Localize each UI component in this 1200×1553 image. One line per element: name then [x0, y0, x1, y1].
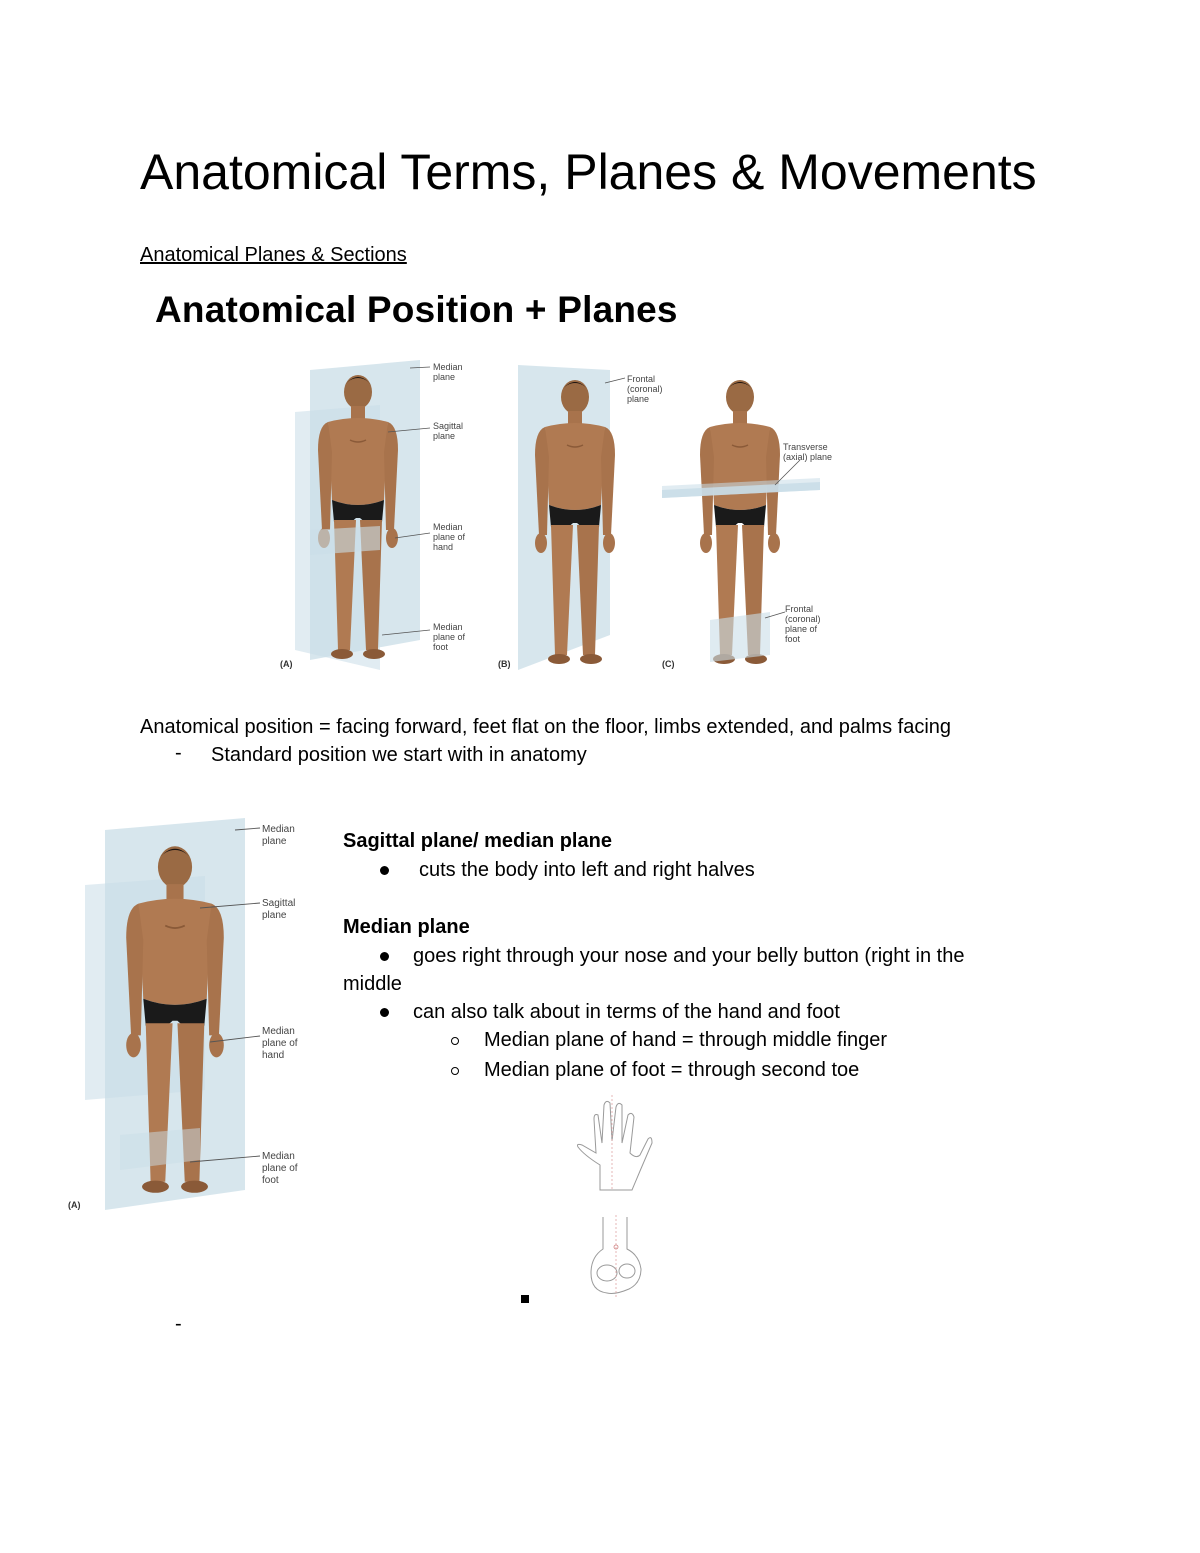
- dash-marker: -: [175, 742, 182, 764]
- sagittal-figure: [60, 810, 320, 1210]
- panel-c-label-2c: plane of: [785, 624, 818, 634]
- panel-c-label-1b: (axial) plane: [783, 452, 833, 462]
- panel-a-label-1b: plane: [433, 372, 456, 382]
- left-label-2b: plane: [262, 910, 287, 921]
- panel-a-label-2b: plane: [433, 431, 456, 441]
- panel-a-label-3b: plane of: [433, 532, 466, 542]
- foot-sketch-icon: [585, 1215, 647, 1300]
- left-label-3b: plane of: [262, 1038, 298, 1049]
- panel-b-tag: (B): [498, 659, 511, 669]
- standard-position-text: Standard position we start with in anatomy: [211, 744, 587, 766]
- left-label-4c: foot: [262, 1175, 279, 1186]
- panel-c: [662, 380, 832, 669]
- figure-title: Anatomical Position + Planes: [155, 289, 678, 330]
- sagittal-bullet: cuts the body into left and right halves: [419, 859, 755, 881]
- left-label-2a: Sagittal: [262, 898, 296, 909]
- left-figure-tag: (A): [68, 1200, 81, 1210]
- left-label-4b: plane of: [262, 1163, 298, 1174]
- panel-c-label-2b: (coronal): [785, 614, 821, 624]
- bullet-dot: [380, 866, 389, 875]
- section-heading: Anatomical Planes & Sections: [140, 244, 407, 266]
- left-label-1b: plane: [262, 836, 287, 847]
- left-label-1a: Median: [262, 824, 295, 835]
- panel-a-label-3c: hand: [433, 542, 454, 552]
- panel-c-tag: (C): [662, 659, 675, 669]
- panel-a-label-4b: plane of: [433, 632, 466, 642]
- panel-a-label-4c: foot: [433, 642, 449, 652]
- bullet-dot: [380, 1008, 389, 1017]
- planes-figure: [270, 350, 850, 680]
- sub-bullet-2: Median plane of foot = through second toe: [484, 1059, 860, 1081]
- median-bullet-1-line2: middle: [343, 973, 402, 995]
- left-label-4a: Median: [262, 1151, 295, 1162]
- median-bullet-2: can also talk about in terms of the hand and foot: [413, 1001, 840, 1023]
- panel-a-tag: (A): [280, 659, 293, 669]
- anatomical-position-text: Anatomical position = facing forward, feet flat on the floor, limbs extended, and palms facing: [140, 716, 952, 738]
- panel-b-label-1: Frontal: [627, 374, 656, 384]
- sub-bullet-1: Median plane of hand = through middle finger: [484, 1029, 888, 1051]
- panel-b-label-2: (coronal): [627, 384, 663, 394]
- panel-c-label-1a: Transverse: [783, 442, 828, 452]
- page-title: Anatomical Terms, Planes & Movements: [140, 144, 1037, 200]
- sagittal-heading: Sagittal plane/ median plane: [343, 830, 612, 852]
- panel-b: [498, 365, 663, 670]
- left-label-3a: Median: [262, 1026, 295, 1037]
- median-heading: Median plane: [343, 916, 470, 938]
- hand-sketch-icon: [570, 1095, 655, 1193]
- bullet-dot: [380, 952, 389, 961]
- panel-a-label-4a: Median: [433, 622, 463, 632]
- bullet-circle: [451, 1037, 459, 1045]
- bullet-square: [521, 1295, 529, 1303]
- panel-a-label-2a: Sagittal: [433, 421, 464, 431]
- panel-a-label-1a: Median: [433, 362, 463, 372]
- panel-a-label-3a: Median: [433, 522, 463, 532]
- left-label-3c: hand: [262, 1050, 285, 1061]
- trailing-dash: -: [175, 1313, 182, 1335]
- median-bullet-1-line1: goes right through your nose and your belly button (right in the: [413, 945, 965, 967]
- bullet-circle: [451, 1067, 459, 1075]
- panel-a: [280, 360, 466, 670]
- panel-c-label-2d: foot: [785, 634, 801, 644]
- panel-c-label-2a: Frontal: [785, 604, 814, 614]
- panel-b-label-3: plane: [627, 394, 650, 404]
